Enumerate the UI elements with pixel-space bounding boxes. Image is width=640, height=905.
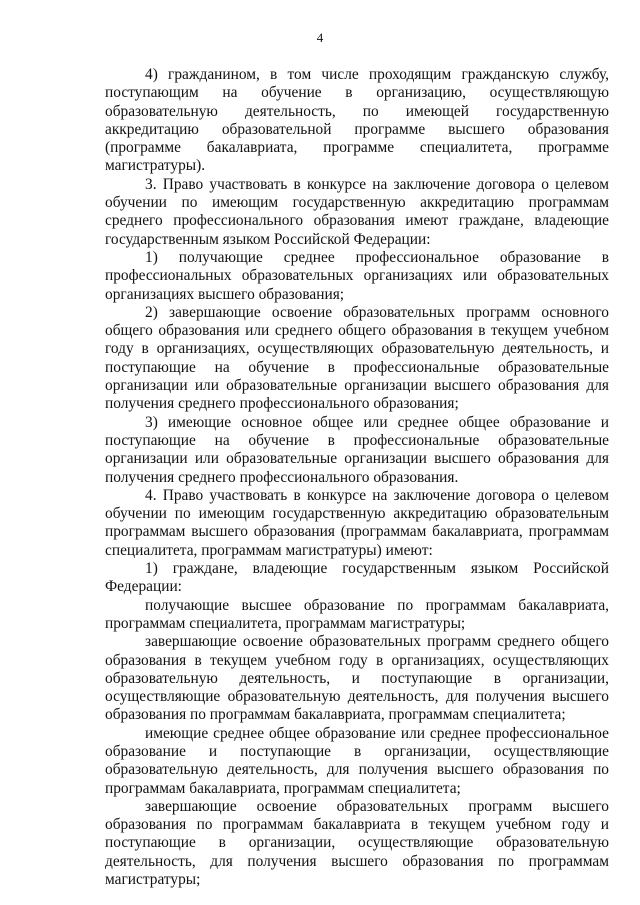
paragraph-4-item-4: 4) гражданином, в том числе проходящим гражданскую службу, поступающим на обучение в организацию, осуществляющую образовательную деятельность, по имеющей государственную аккредитацию образовательной программе высшего образования (программе бакалавриата, программе специалитета, программе магистратуры). (105, 66, 609, 175)
paragraph-section-3: 3. Право участвовать в конкурсе на заключение договора о целевом обучении по имеющим государственную аккредитацию программам среднего профессионального образования имеют граждане, владеющие государственным языком Российской Федерации: (105, 175, 609, 248)
paragraph-3-item-1: 1) получающие среднее профессиональное образование в профессиональных образовательных организациях или образовательных организациях высшего образования; (105, 248, 609, 303)
document-body (105, 66, 609, 889)
paragraph-bullet-4: завершающие освоение образовательных программ высшего образования по программам бакалавриата в текущем учебном году и поступающие в организации, осуществляющие образовательную деятельность, для получения высшего образования по программам магистратуры; (105, 797, 609, 889)
paragraph-4-item-1: 1) граждане, владеющие государственным языком Российской Федерации: (105, 560, 609, 596)
paragraph-bullet-3: имеющие среднее общее образование или среднее профессиональное образование и поступающие в организации, осуществляющие образовательную деятельность, для получения высшего образования по программам бакалавриата, программам специалитета; (105, 724, 609, 797)
paragraph-bullet-1: получающие высшее образование по программам бакалавриата, программам специалитета, программам магистратуры; (105, 596, 609, 632)
page-number: 4 (316, 30, 324, 45)
paragraph-bullet-2: завершающие освоение образовательных программ среднего общего образования в текущем учебном году в организациях, осуществляющих образовательную деятельность, и поступающие в организации, осуществляющие образовательную деятельность, для получения высшего образования по программам бакалавриата, программам специалитета; (105, 633, 609, 724)
paragraph-section-4: 4. Право участвовать в конкурсе на заключение договора о целевом обучении по имеющим государственную аккредитацию образовательным программам высшего образования (программам бакалавриата, программам специалитета, программам магистратуры) имеют: (105, 486, 609, 559)
paragraph-3-item-3: 3) имеющие основное общее или среднее общее образование и поступающие на обучение в профессиональные образовательные организации или образовательные организации высшего образования для получения среднего профессионального образования. (105, 413, 609, 486)
paragraph-3-item-2: 2) завершающие освоение образовательных программ основного общего образования или среднего общего образования в текущем учебном году в организациях, осуществляющих образовательную деятельность, и поступающие на обучение в профессиональные образовательные организации или образовательные организации высшего образования для получения среднего профессионального образования; (105, 303, 609, 413)
